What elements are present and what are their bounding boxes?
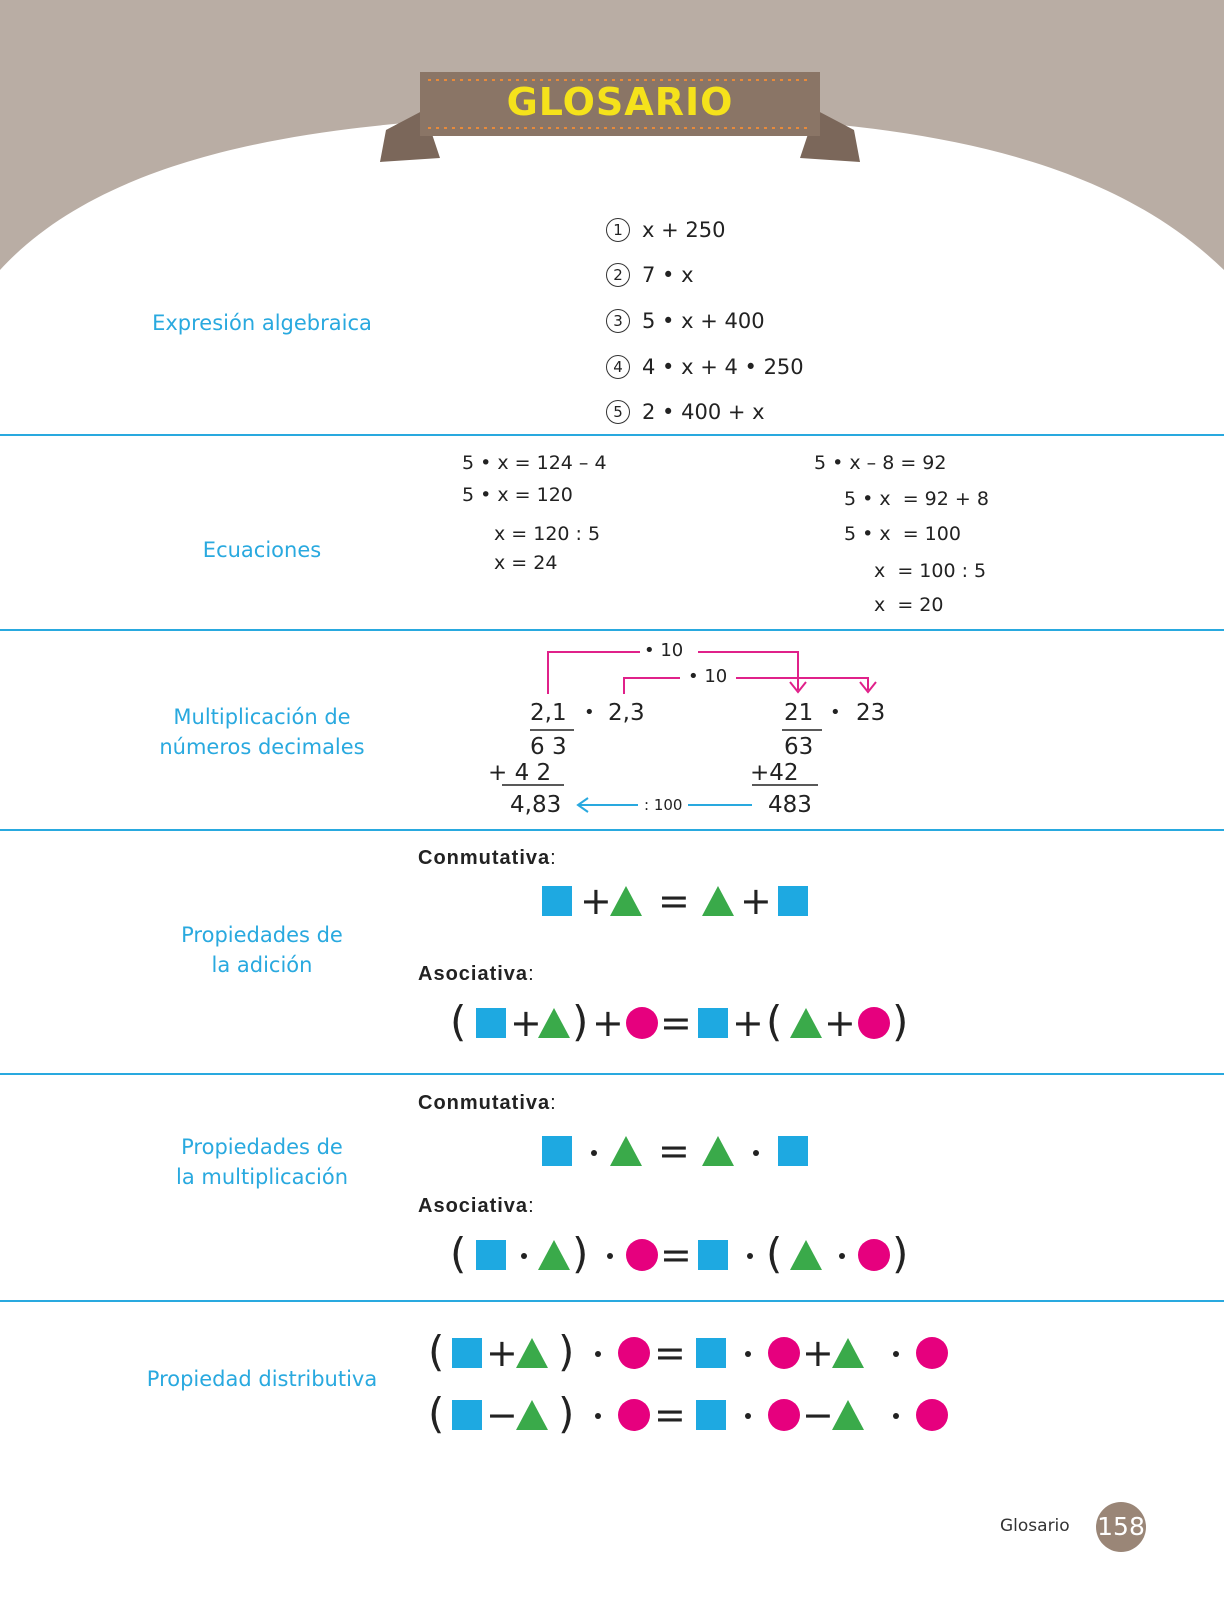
- term-line: la multiplicación: [176, 1165, 348, 1189]
- square-symbol: [696, 1400, 726, 1430]
- expression-item: [606, 355, 804, 379]
- partial-product: + 4 2: [488, 760, 552, 786]
- division-label: : 100: [644, 796, 683, 814]
- expression-text: 7 • x: [642, 263, 694, 287]
- distributive-formula-difference: [428, 1388, 958, 1444]
- svg-text:+: +: [510, 1001, 542, 1045]
- factor-a: 2,1: [530, 700, 567, 726]
- factor-b: 23: [856, 700, 886, 726]
- equation-line: x = 24: [494, 552, 558, 574]
- triangle-symbol: [516, 1400, 548, 1430]
- expression-text: 5 • x + 400: [642, 309, 765, 333]
- distributive-formula-sum: [428, 1326, 958, 1382]
- svg-text:=: =: [654, 1393, 686, 1437]
- svg-text:=: =: [660, 1233, 692, 1277]
- equation-line: 5 • x – 8 = 92: [814, 452, 947, 474]
- circle-symbol: [626, 1007, 658, 1039]
- number-circle: 2: [606, 263, 630, 287]
- circle-symbol: [768, 1399, 800, 1431]
- term-line: números decimales: [159, 735, 365, 759]
- circle-symbol: [626, 1239, 658, 1271]
- circle-symbol: [618, 1337, 650, 1369]
- addition-associative-formula: [450, 996, 930, 1052]
- equation-line: 5 • x = 100: [844, 523, 961, 545]
- svg-text:−: −: [486, 1393, 518, 1437]
- square-symbol: [698, 1240, 728, 1270]
- svg-text:+: +: [824, 1001, 856, 1045]
- circle-symbol: [858, 1007, 890, 1039]
- circle-symbol: [858, 1239, 890, 1271]
- svg-text:): ): [572, 1229, 589, 1278]
- term-line: Propiedades de: [181, 1135, 343, 1159]
- dot-operator: •: [584, 702, 595, 723]
- square-symbol: [542, 1136, 572, 1166]
- term-propiedades-adicion: [92, 920, 432, 980]
- product-result: 483: [768, 792, 812, 818]
- svg-text:−: −: [802, 1393, 834, 1437]
- multiplication-associative-formula: [450, 1228, 930, 1284]
- footer-section-name: Glosario: [1000, 1516, 1070, 1536]
- equation-line: 5 • x = 120: [462, 484, 573, 506]
- square-symbol: [452, 1338, 482, 1368]
- svg-text:(: (: [450, 1229, 467, 1278]
- svg-text:(: (: [428, 1327, 445, 1376]
- term-propiedades-multiplicacion: [92, 1132, 432, 1192]
- arrow-label: • 10: [688, 666, 728, 687]
- multiplication-commutative-formula: [530, 1130, 830, 1176]
- triangle-symbol: [610, 886, 642, 916]
- section-divider: [0, 434, 1224, 436]
- term-line: Multiplicación de: [173, 705, 351, 729]
- number-circle: 3: [606, 309, 630, 333]
- square-symbol: [476, 1240, 506, 1270]
- svg-text:(: (: [766, 1229, 783, 1278]
- partial-product: 63: [784, 734, 814, 760]
- square-symbol: [542, 886, 572, 916]
- expression-text: 2 • 400 + x: [642, 400, 765, 424]
- circle-symbol: [916, 1399, 948, 1431]
- equation-line: x = 20: [874, 594, 944, 616]
- asociativa-label: Asociativa:: [418, 963, 535, 985]
- triangle-symbol: [790, 1240, 822, 1270]
- triangle-symbol: [702, 886, 734, 916]
- dot-operator: •: [830, 702, 841, 723]
- arrow-label: • 10: [644, 640, 684, 661]
- expression-text: x + 250: [642, 218, 726, 242]
- svg-text:(: (: [450, 997, 467, 1046]
- term-multiplicacion-decimales: [92, 702, 432, 762]
- term-ecuaciones: Ecuaciones: [202, 538, 322, 562]
- circle-symbol: [618, 1399, 650, 1431]
- square-symbol: [696, 1338, 726, 1368]
- expression-item: [606, 218, 725, 242]
- circle-symbol: [768, 1337, 800, 1369]
- factor-b: 2,3: [608, 700, 645, 726]
- svg-text:(: (: [428, 1389, 445, 1438]
- square-symbol: [452, 1400, 482, 1430]
- equation-line: 5 • x = 124 – 4: [462, 452, 607, 474]
- section-divider: [0, 1300, 1224, 1302]
- equation-line: 5 • x = 92 + 8: [844, 488, 989, 510]
- triangle-symbol: [538, 1008, 570, 1038]
- term-propiedad-distributiva: Propiedad distributiva: [146, 1367, 378, 1391]
- svg-text:+: +: [732, 1001, 764, 1045]
- svg-text:(: (: [766, 997, 783, 1046]
- square-symbol: [778, 886, 808, 916]
- section-divider: [0, 829, 1224, 831]
- svg-text:): ): [892, 1229, 909, 1278]
- term-line: Propiedades de: [181, 923, 343, 947]
- factor-a: 21: [784, 700, 814, 726]
- number-circle: 4: [606, 355, 630, 379]
- svg-text:+: +: [740, 880, 772, 923]
- conmutativa-label: Conmutativa:: [418, 847, 557, 869]
- product-result: 4,83: [510, 792, 562, 818]
- expression-text: 4 • x + 4 • 250: [642, 355, 804, 379]
- partial-product: +42: [750, 760, 799, 786]
- triangle-symbol: [790, 1008, 822, 1038]
- triangle-symbol: [516, 1338, 548, 1368]
- triangle-symbol: [702, 1136, 734, 1166]
- svg-text:=: =: [658, 1130, 690, 1173]
- number-circle: 5: [606, 400, 630, 424]
- svg-text:=: =: [660, 1001, 692, 1045]
- square-symbol: [778, 1136, 808, 1166]
- term-line: la adición: [211, 953, 313, 977]
- number-circle: 1: [606, 218, 630, 242]
- svg-text:): ): [558, 1327, 575, 1376]
- triangle-symbol: [610, 1136, 642, 1166]
- svg-text:+: +: [802, 1331, 834, 1375]
- triangle-symbol: [538, 1240, 570, 1270]
- square-symbol: [476, 1008, 506, 1038]
- square-symbol: [698, 1008, 728, 1038]
- svg-text:=: =: [658, 880, 690, 923]
- svg-text:+: +: [592, 1001, 624, 1045]
- equation-line: x = 120 : 5: [494, 523, 601, 545]
- equation-line: x = 100 : 5: [874, 560, 987, 582]
- svg-text:): ): [558, 1389, 575, 1438]
- expression-item: [606, 400, 765, 424]
- addition-commutative-formula: [530, 880, 830, 926]
- expression-item: [606, 263, 694, 287]
- partial-product: 6 3: [530, 734, 567, 760]
- svg-text:): ): [572, 997, 589, 1046]
- svg-text:): ): [892, 997, 909, 1046]
- svg-text:+: +: [580, 880, 612, 923]
- page-number: 158: [1096, 1502, 1146, 1552]
- term-expresion-algebraica: Expresión algebraica: [152, 311, 372, 335]
- conmutativa-label: Conmutativa:: [418, 1092, 557, 1114]
- svg-text:+: +: [486, 1331, 518, 1375]
- section-divider: [0, 1073, 1224, 1075]
- circle-symbol: [916, 1337, 948, 1369]
- section-divider: [0, 629, 1224, 631]
- svg-text:=: =: [654, 1331, 686, 1375]
- triangle-symbol: [832, 1400, 864, 1430]
- triangle-symbol: [832, 1338, 864, 1368]
- expression-item: [606, 309, 765, 333]
- asociativa-label: Asociativa:: [418, 1195, 535, 1217]
- page-title: GLOSARIO: [506, 80, 734, 124]
